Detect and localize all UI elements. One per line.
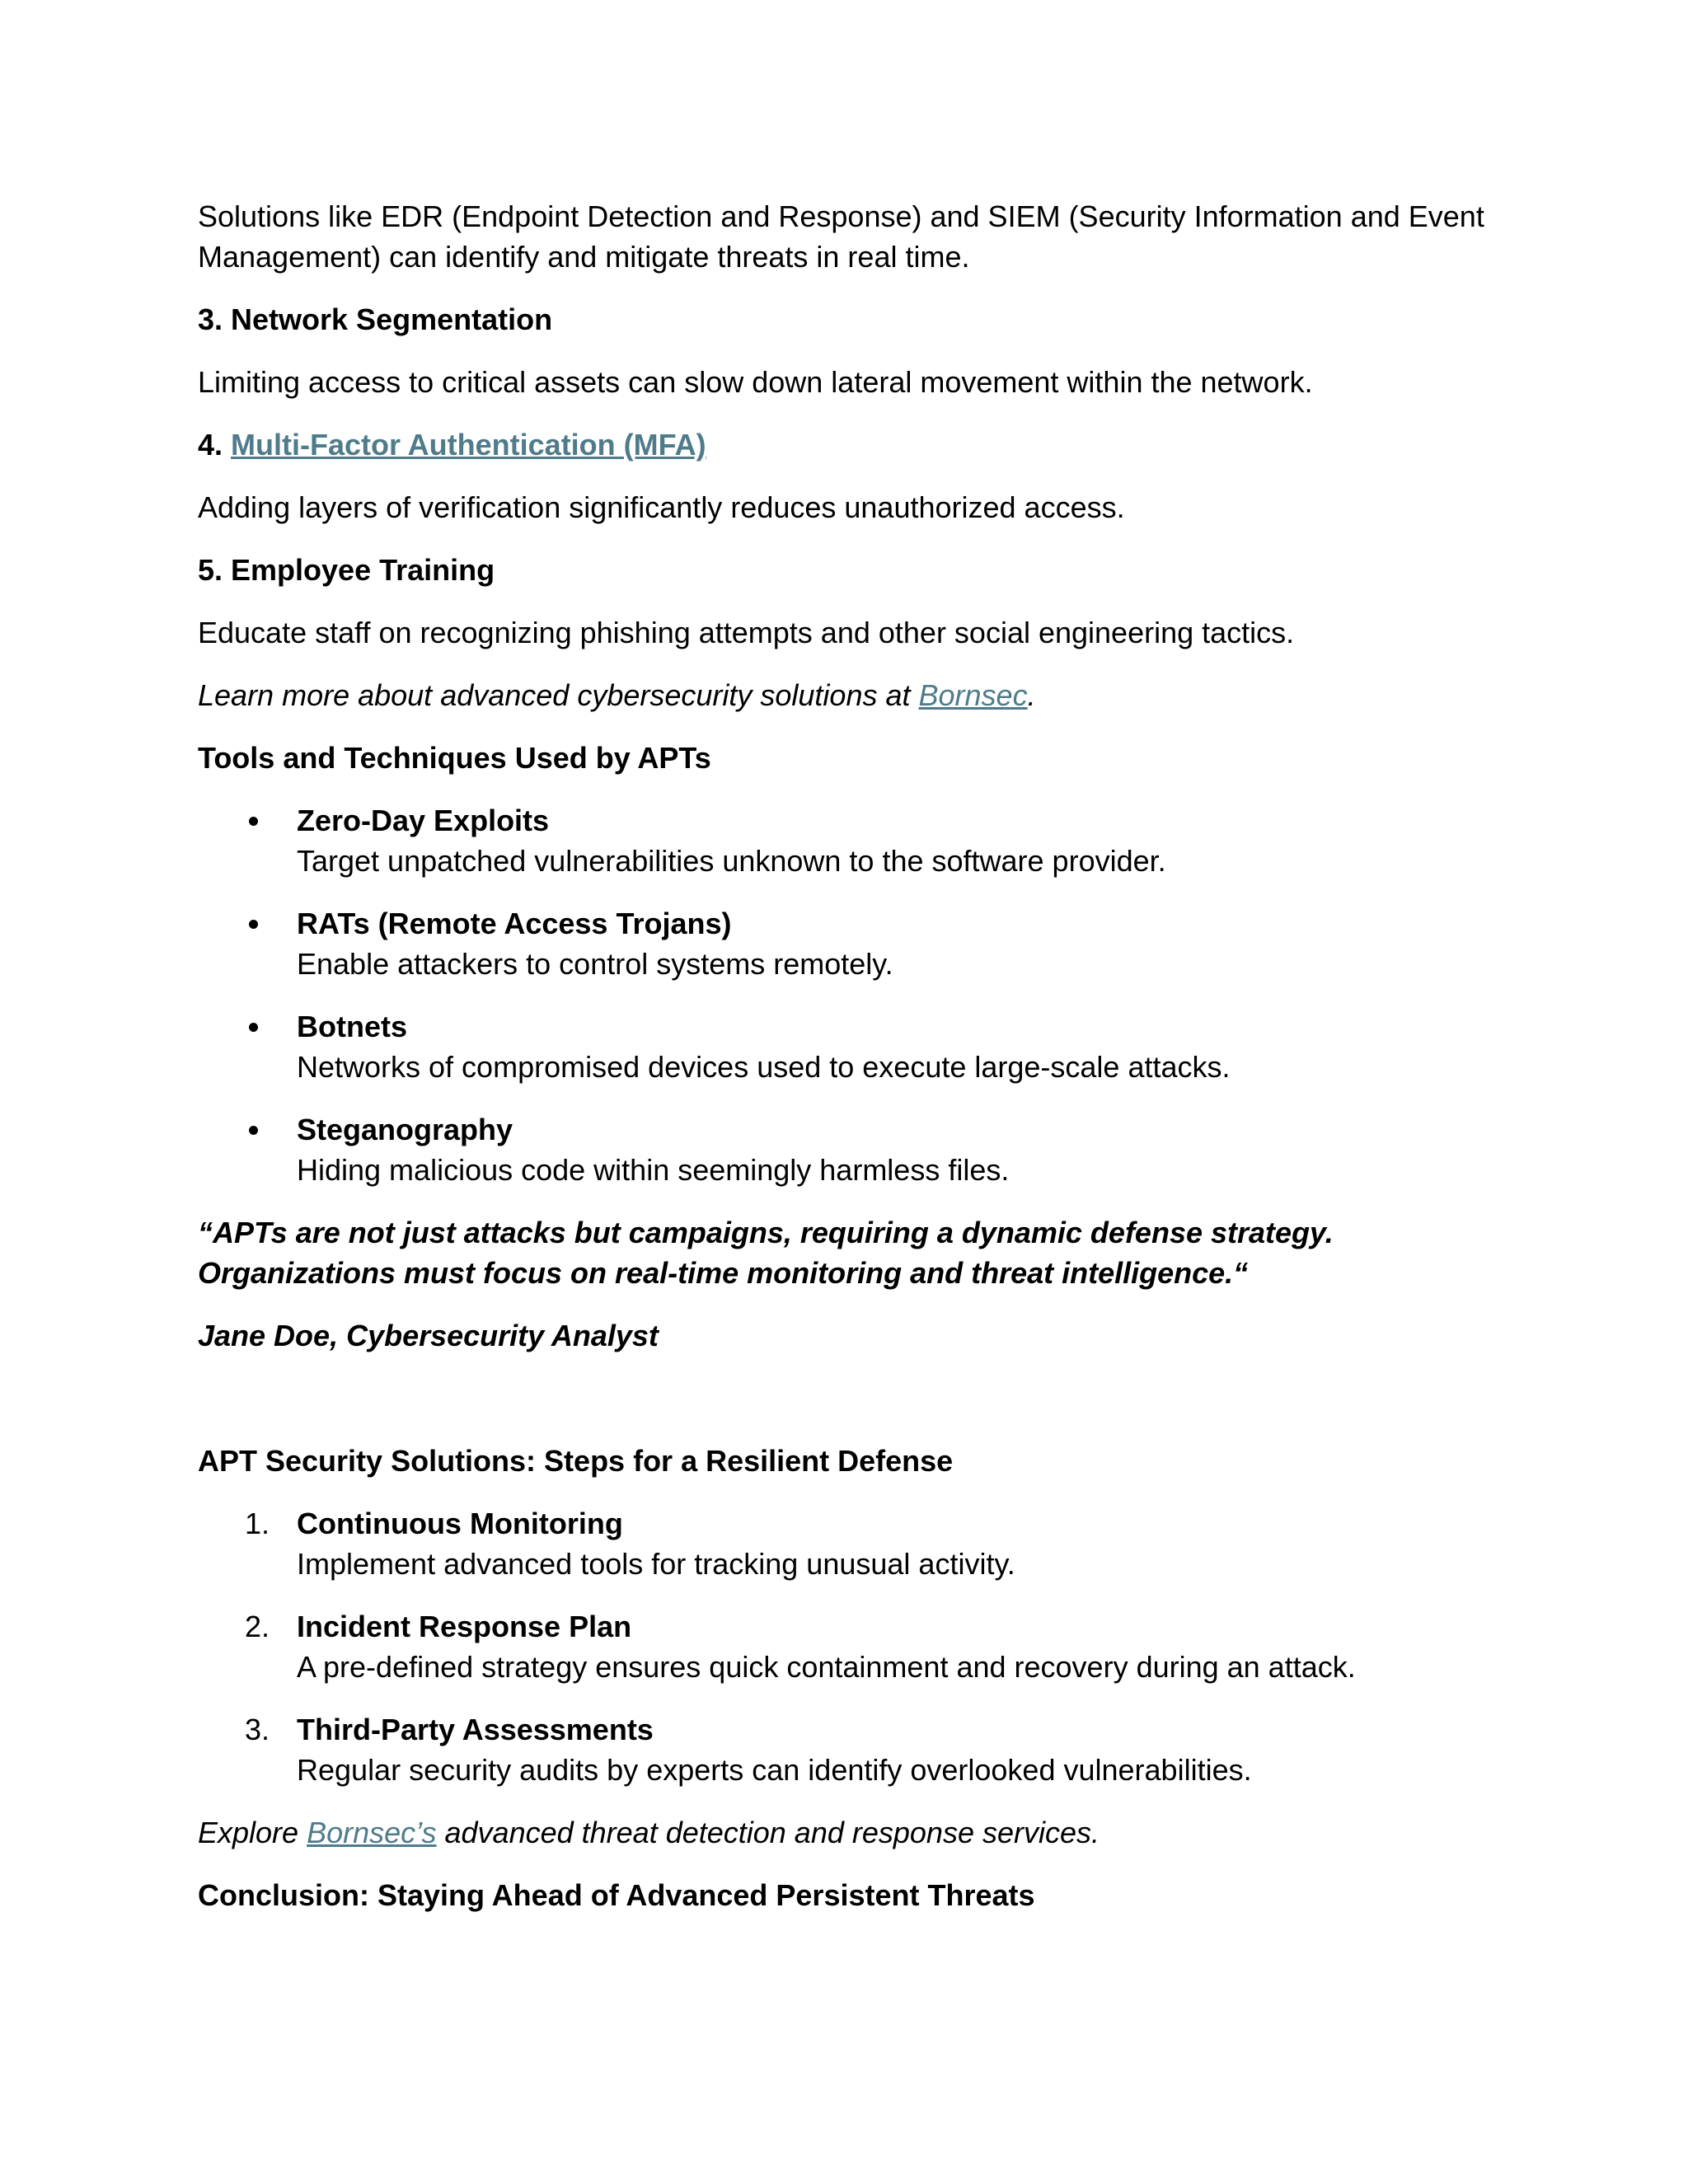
section-5-text: Educate staff on recognizing phishing attempts and other social engineering tactics.	[198, 616, 1295, 649]
list-item-desc: Regular security audits by experts can identify overlooked vulnerabilities.	[297, 1753, 1252, 1787]
bullet-icon	[249, 817, 258, 826]
solutions-list	[198, 1503, 1500, 1790]
list-item-desc: Hiding malicious code within seemingly harmless files.	[297, 1153, 1010, 1187]
learn-more-prefix: Learn more about advanced cybersecurity solutions at	[198, 678, 919, 712]
list-item	[198, 1109, 1500, 1190]
list-item-title: Continuous Monitoring	[297, 1507, 623, 1540]
explore-suffix: advanced threat detection and response services.	[436, 1816, 1100, 1849]
intro-paragraph: Solutions like EDR (Endpoint Detection and Response) and SIEM (Security Information and Event Management) can identify and mitigate threats in real time.	[198, 199, 1484, 274]
list-item-desc: A pre-defined strategy ensures quick containment and recovery during an attack.	[297, 1650, 1356, 1684]
list-item-desc: Networks of compromised devices used to execute large-scale attacks.	[297, 1050, 1231, 1084]
quote-author: Jane Doe, Cybersecurity Analyst	[198, 1319, 659, 1352]
bullet-icon	[249, 1023, 258, 1032]
section-4-prefix: 4.	[198, 428, 232, 462]
tools-heading: Tools and Techniques Used by APTs	[198, 741, 711, 775]
section-4-heading	[198, 424, 1500, 465]
bornsecs-link[interactable]: Bornsec’s	[307, 1816, 437, 1849]
conclusion-heading: Conclusion: Staying Ahead of Advanced Persistent Threats	[198, 1878, 1035, 1912]
list-item	[198, 800, 1500, 881]
section-3-heading: 3. Network Segmentation	[198, 302, 553, 336]
list-item	[198, 903, 1500, 984]
section-spacer	[198, 1378, 1500, 1441]
mfa-link[interactable]: Multi-Factor Authentication (MFA)	[231, 428, 706, 462]
list-number: 3.	[245, 1713, 270, 1746]
list-item-desc: Target unpatched vulnerabilities unknown to the software provider.	[297, 844, 1166, 878]
document-page	[198, 196, 1500, 1938]
list-item-desc: Enable attackers to control systems remotely.	[297, 947, 893, 981]
list-item-title: Zero-Day Exploits	[297, 804, 550, 837]
list-item-desc: Implement advanced tools for tracking unusual activity.	[297, 1547, 1015, 1581]
learn-more-suffix: .	[1027, 678, 1036, 712]
list-number: 2.	[245, 1610, 270, 1643]
list-item-title: Botnets	[297, 1010, 407, 1043]
tools-list	[198, 800, 1500, 1190]
list-item	[198, 1709, 1500, 1790]
explore-line	[198, 1812, 1500, 1853]
section-5-heading: 5. Employee Training	[198, 553, 495, 587]
list-item-title: RATs (Remote Access Trojans)	[297, 907, 732, 940]
learn-more-line	[198, 675, 1500, 715]
section-4-text: Adding layers of verification significantly reduces unauthorized access.	[198, 490, 1125, 524]
section-3-text: Limiting access to critical assets can slow down lateral movement within the network.	[198, 365, 1313, 399]
list-item	[198, 1006, 1500, 1087]
bullet-icon	[249, 1126, 258, 1135]
quote-text: “APTs are not just attacks but campaigns, requiring a dynamic defense strategy. Organizations must focus on real-time monitoring and threat intelligence.“	[198, 1216, 1334, 1290]
list-item-title: Steganography	[297, 1113, 513, 1146]
bornsec-link[interactable]: Bornsec	[918, 678, 1028, 712]
explore-prefix: Explore	[198, 1816, 307, 1849]
list-item	[198, 1606, 1500, 1687]
list-item-title: Third-Party Assessments	[297, 1713, 654, 1746]
list-item-title: Incident Response Plan	[297, 1610, 632, 1643]
list-item	[198, 1503, 1500, 1584]
solutions-heading: APT Security Solutions: Steps for a Resilient Defense	[198, 1444, 954, 1478]
bullet-icon	[249, 920, 258, 929]
list-number: 1.	[245, 1507, 270, 1540]
